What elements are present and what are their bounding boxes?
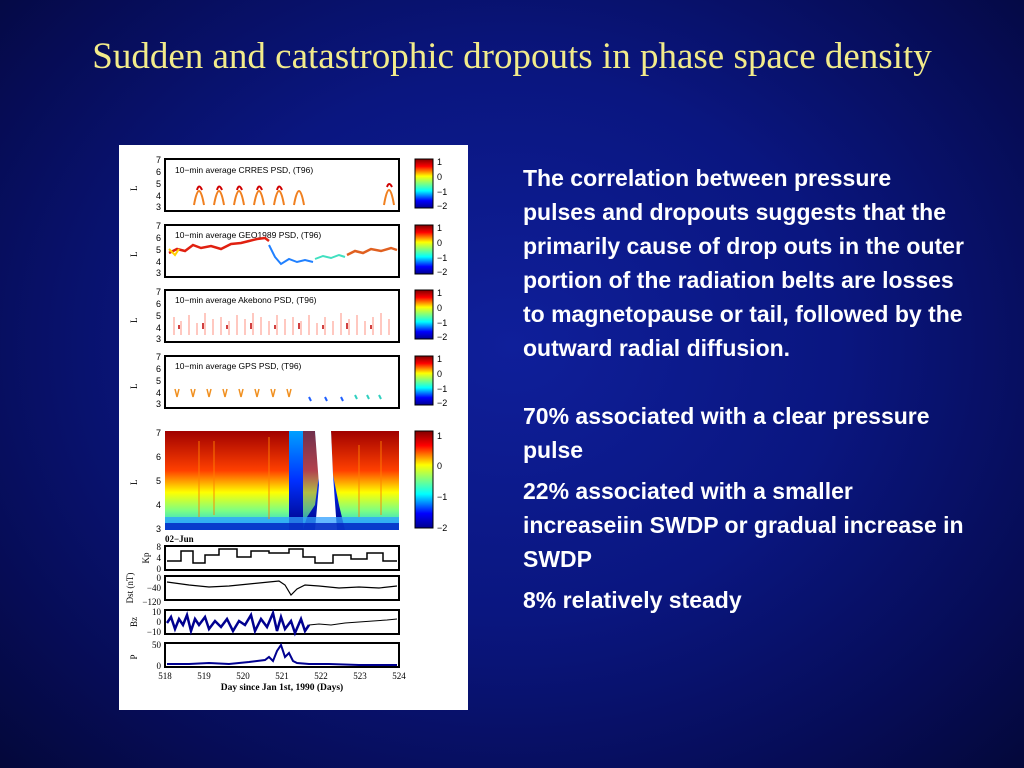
l-tick: 7 (155, 428, 161, 438)
colorbar-tick: −2 (437, 523, 448, 533)
l-tick: 4 (155, 500, 161, 510)
colorbar-tick: −2 (437, 332, 448, 342)
colorbar-tick: 1 (437, 431, 443, 441)
bz-panel (129, 607, 399, 637)
colorbar (415, 431, 433, 528)
colorbar-tick: 1 (437, 157, 443, 167)
colorbar (415, 356, 433, 405)
colorbar-tick: −2 (437, 201, 448, 211)
l-tick: 7 (155, 287, 161, 297)
colorbar-tick: 0 (437, 369, 443, 379)
l-tick: 6 (155, 364, 161, 374)
x-tick: 520 (236, 671, 250, 681)
x-axis (158, 671, 406, 693)
crres-panel (129, 155, 447, 212)
paragraph: The correlation between pressure pulses and dropouts suggests that the primarily cause of drop outs in the outer portion of the radiation belts are losses to magnetopause or tail, followed by the outward radial diffusion. (523, 165, 964, 361)
l-axis-label: L (129, 383, 139, 389)
l-tick: 7 (155, 221, 161, 231)
bz-axis-label: Bz (129, 617, 139, 627)
colorbar-tick: 1 (437, 288, 443, 298)
l-tick: 6 (155, 167, 161, 177)
psd-figure (119, 145, 468, 710)
dst-tick: −120 (142, 597, 161, 607)
bullet-item: 22% associated with a smaller increaseiin SWDP or gradual increase in SWDP (523, 478, 964, 572)
l-tick: 5 (155, 476, 161, 486)
kp-axis-label: Kp (141, 552, 151, 564)
kp-tick: 0 (156, 564, 161, 574)
l-tick: 3 (155, 524, 161, 534)
panel-title: 10−min average GPS PSD, (T96) (175, 361, 302, 371)
x-tick: 524 (392, 671, 406, 681)
dst-axis-label: Dst (nT) (125, 572, 135, 604)
l-tick: 5 (155, 376, 161, 386)
colorbar (415, 290, 433, 339)
x-tick: 521 (275, 671, 289, 681)
bz-tick: −10 (146, 627, 161, 637)
colorbar-tick: 0 (437, 303, 443, 313)
colorbar (415, 225, 433, 274)
kp-tick: 8 (156, 542, 161, 552)
bullet-item: 8% relatively steady (523, 587, 742, 613)
colorbar-tick: 0 (437, 172, 443, 182)
l-tick: 4 (155, 191, 161, 201)
l-tick: 5 (155, 311, 161, 321)
x-axis-label: Day since Jan 1st, 1990 (Days) (220, 683, 344, 693)
colorbar-tick: 1 (437, 354, 443, 364)
l-axis-label: L (129, 317, 139, 323)
colorbar-tick: −1 (437, 318, 448, 328)
p-axis-label: P (129, 654, 139, 660)
l-tick: 3 (155, 202, 161, 212)
colorbar-tick: −1 (437, 492, 448, 502)
kp-panel (141, 542, 399, 574)
l-axis-label: L (129, 185, 139, 191)
dst-tick: 0 (156, 573, 161, 583)
l-tick: 4 (155, 257, 161, 267)
panel-title: 10−min average Akebono PSD, (T96) (175, 295, 317, 305)
x-tick: 523 (353, 671, 367, 681)
l-tick: 7 (155, 155, 161, 165)
l-tick: 3 (155, 268, 161, 278)
body-text (523, 161, 968, 617)
kp-tick: 4 (156, 553, 161, 563)
colorbar-tick: −2 (437, 398, 448, 408)
panel-title: 10−min average CRRES PSD, (T96) (175, 165, 314, 175)
colorbar-tick: −1 (437, 384, 448, 394)
pressure-panel (129, 640, 399, 671)
gps-panel (129, 352, 447, 409)
colorbar-tick: −1 (437, 253, 448, 263)
akebono-panel (129, 287, 447, 344)
colorbar-tick: 0 (437, 238, 443, 248)
l-tick: 6 (155, 452, 161, 462)
colorbar (415, 159, 433, 208)
l-tick: 3 (155, 334, 161, 344)
panel-title: 10−min average GEO1989 PSD, (T96) (175, 230, 322, 240)
l-tick: 5 (155, 179, 161, 189)
geo1989-panel (129, 221, 447, 278)
l-tick: 4 (155, 323, 161, 333)
dst-panel (125, 573, 399, 607)
l-tick: 3 (155, 399, 161, 409)
l-axis-label: L (129, 479, 139, 485)
x-tick: 518 (158, 671, 172, 681)
bullet-item: 70% associated with a clear pressure pulse (523, 403, 930, 463)
colorbar-tick: −2 (437, 267, 448, 277)
p-tick: 50 (152, 640, 161, 650)
l-tick: 4 (155, 388, 161, 398)
p-tick: 0 (156, 661, 161, 671)
date-label: 02−Jun (165, 534, 194, 544)
colorbar-tick: 1 (437, 223, 443, 233)
l-tick: 5 (155, 245, 161, 255)
combined-psd-heatmap (129, 428, 447, 544)
colorbar-tick: −1 (437, 187, 448, 197)
l-axis-label: L (129, 251, 139, 257)
slide-title: Sudden and catastrophic dropouts in phase space density (92, 36, 932, 77)
x-tick: 519 (197, 671, 211, 681)
bz-tick: 0 (156, 617, 161, 627)
l-tick: 6 (155, 233, 161, 243)
bz-tick: 10 (152, 607, 161, 617)
l-tick: 7 (155, 352, 161, 362)
dst-tick: −40 (146, 583, 161, 593)
l-tick: 6 (155, 299, 161, 309)
colorbar-tick: 0 (437, 461, 443, 471)
x-tick: 522 (314, 671, 328, 681)
